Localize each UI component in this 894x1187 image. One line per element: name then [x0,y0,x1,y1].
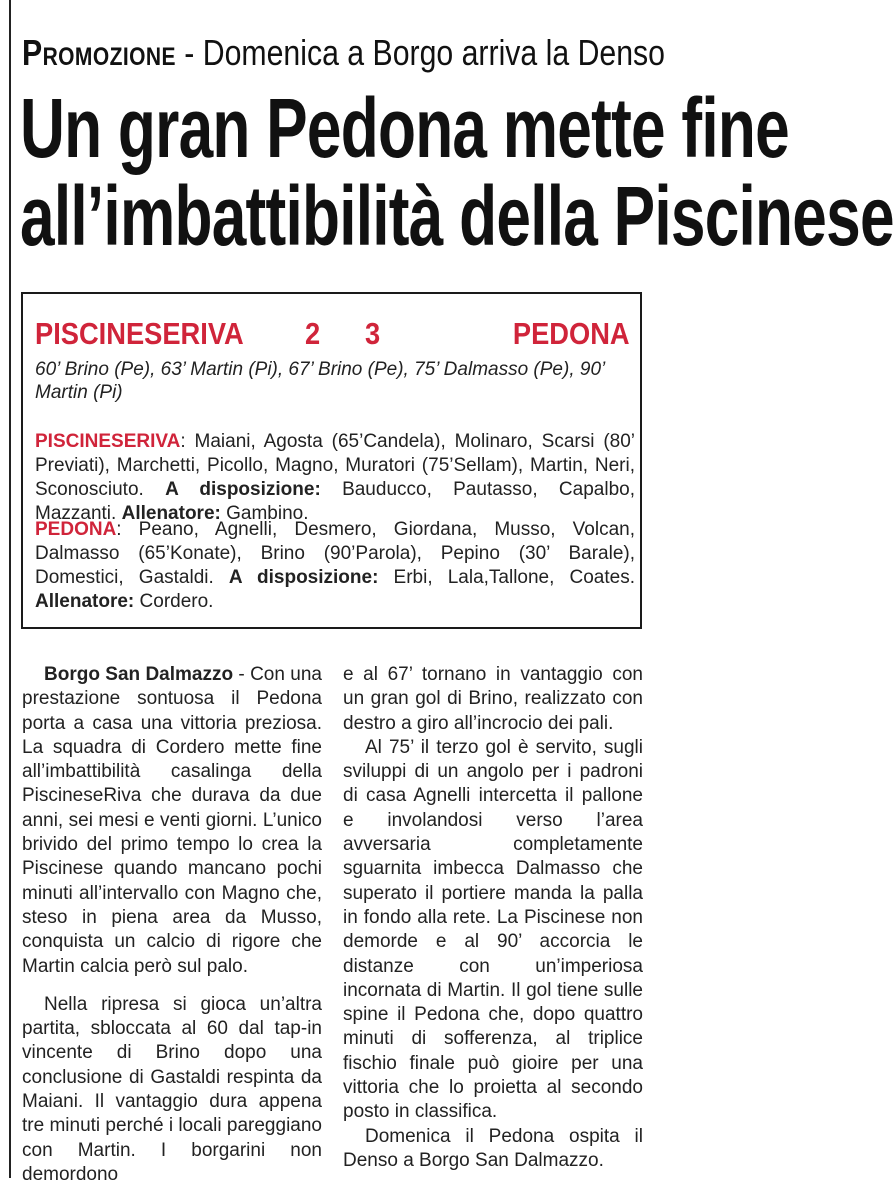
scorers: 60’ Brino (Pe), 63’ Martin (Pi), 67’ Brino (Pe), 75’ Dalmasso (Pe), 90’ Martin (Pi) [35,359,605,403]
away-coach-label: Allenatore: [35,591,135,612]
body-column-left [22,663,322,1187]
kicker-separator: - [175,32,203,73]
away-team-name: PEDONA [513,316,630,351]
away-score: 3 [365,316,381,351]
home-coach: Gambino. [220,503,309,524]
kicker-section: Promozione [22,32,176,73]
home-team-name: PISCINESERIVA [35,316,244,351]
away-bench: Erbi, Lala,Tallone, Coates. [378,567,635,588]
away-coach: Cordero. [134,591,214,612]
body-paragraph-3: e al 67’ tornano in vantaggio con un gran gol di Brino, realizzato con destro a giro all’incrocio dei pali. [343,664,643,734]
home-coach-label: Allenatore: [121,503,221,524]
away-lineup-players: : Peano, Agnelli, Desmero, Giordana, Musso, Volcan, Dalmasso (65’Konate), Brino (90’Parola), Pepino (30’ Barale), Domestici, Gastaldi. [35,519,635,588]
body-paragraph-4: Al 75’ il terzo gol è servito, sugli sviluppi di un angolo per i padroni di casa Agnelli intercetta il pallone e involandosi verso l’area avversaria completamente sguarnita imbecca Dalmasso che superato il portiere manda la palla in fondo alla rete. La Piscinese non demorde e al 90’ accorcia le distanze con un’imperiosa incornata di Martin. Il gol tiene sulle spine il Pedona che, dopo quattro minuti di sofferenza, al triplice fischio finale può gioire per una vittoria che lo proietta al secondo posto in classifica. [343,736,643,1123]
body-paragraph-1 [22,663,322,979]
headline-line-2: all’imbattibilità della Piscinese [20,169,894,263]
headline [20,81,894,263]
away-bench-label: A disposizione: [228,567,379,588]
dateline-place: Borgo San Dalmazzo [44,664,234,685]
home-bench-label: A disposizione: [165,479,321,500]
home-lineup-team: PISCINESERIVA [35,431,181,452]
away-lineup [35,518,635,614]
body-paragraph-2: Nella ripresa si gioca un’altra partita, sbloccata al 60 dal tap-in vincente di Brino dopo una conclusione di Gastaldi respinta da Maiani. Il vantaggio dura appena tre minuti perché i locali pareggiano con Martin. I borgarini non demordono [22,993,322,1185]
home-lineup-players: : Maiani, Agosta (65’Candela), Molinaro, Scarsi (80’ Previati), Marchetti, Picollo, Magno, Muratori (75’Sellam), Martin, Neri, Sconosciuto. [35,431,635,500]
body-column-right [343,663,643,1173]
body-paragraph-5: Domenica il Pedona ospita il Denso a Borgo San Dalmazzo. [343,1125,643,1171]
body-paragraph-1-text: - Con una prestazione sontuosa il Pedona porta a casa una vittoria preziosa. La squadra di Cordero mette fine all’imbattibilità casalinga della PiscineseRiva che durava da due anni, sei mesi e venti giorni. L’unico brivido del primo tempo lo crea la Piscinese quando mancano pochi minuti all’intervallo con Magno che, steso in piena area da Musso, conquista un calcio di rigore che Martin calcia però sul palo. [22,664,322,977]
match-box [21,292,642,629]
left-column-rule [9,0,11,1178]
home-lineup [35,430,635,526]
kicker-subtitle: Domenica a Borgo arriva la Denso [202,32,665,73]
away-lineup-team: PEDONA [35,519,117,540]
match-result [35,314,630,354]
kicker [22,30,665,76]
home-bench: Bauducco, Pautasso, Capalbo, Mazzanti. [35,479,635,524]
headline-line-1: Un gran Pedona mette fine [20,81,789,175]
home-score: 2 [305,316,321,351]
